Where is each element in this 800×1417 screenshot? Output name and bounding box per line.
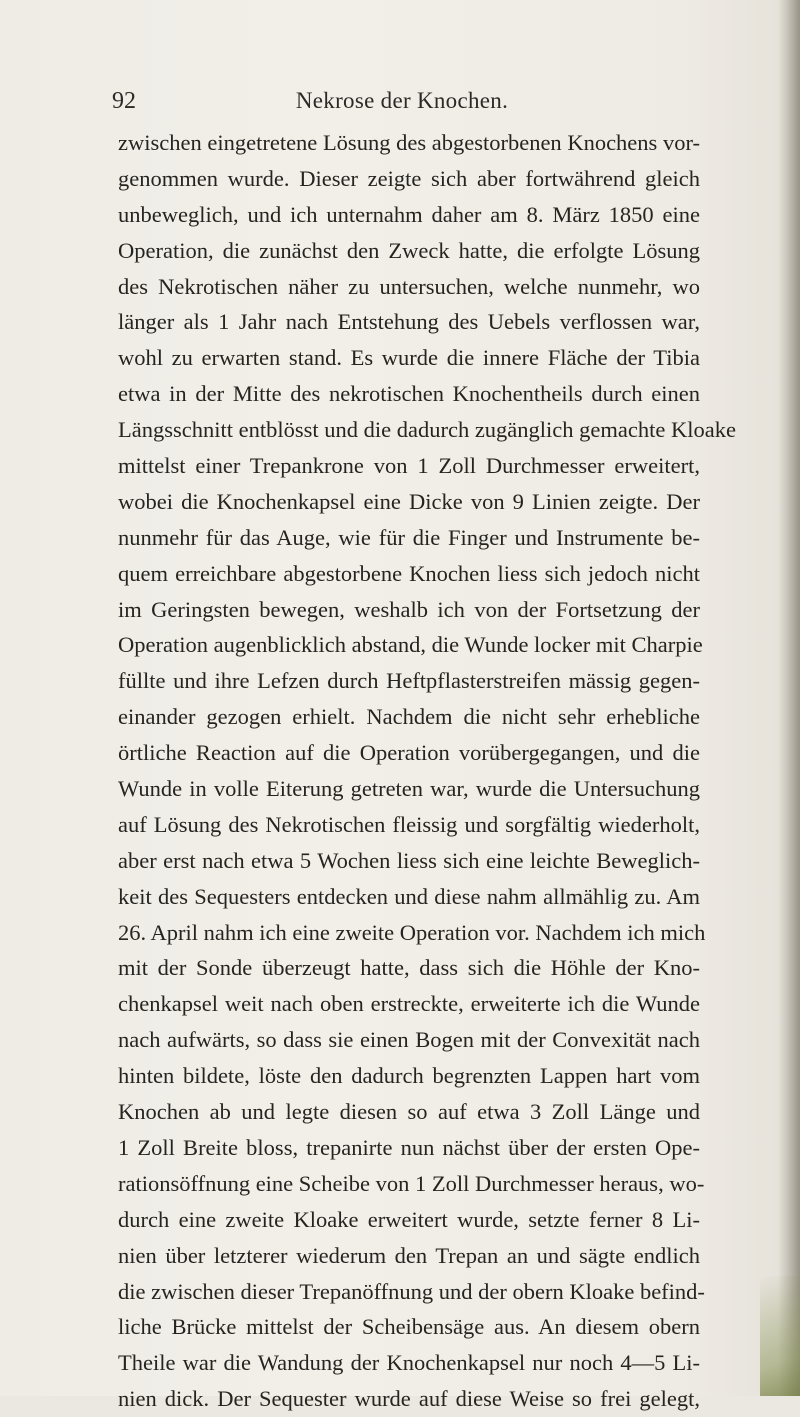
text-line: keit des Sequesters entdecken und diese nahm allmählig zu. Am <box>118 883 700 909</box>
text-line: liche Brücke mittelst der Scheibensäge aus. An diesem obern <box>118 1314 700 1340</box>
text-line: nien über letzterer wiederum den Trepan an und sägte endlich <box>118 1242 700 1268</box>
text-line: rationsöffnung eine Scheibe von 1 Zoll Durchmesser heraus, wo- <box>118 1170 705 1196</box>
text-line: aber erst nach etwa 5 Wochen liess sich eine leichte Beweglich- <box>118 847 700 873</box>
text-line: einander gezogen erhielt. Nachdem die nicht sehr erhebliche <box>118 704 700 730</box>
text-line: mittelst einer Trepankrone von 1 Zoll Durchmesser erweitert, <box>118 453 700 479</box>
text-line: nien dick. Der Sequester wurde auf diese Weise so frei gelegt, <box>118 1386 700 1412</box>
text-line: nach aufwärts, so dass sie einen Bogen mit der Convexität nach <box>118 1027 700 1053</box>
text-line: 26. April nahm ich eine zweite Operation vor. Nachdem ich mich <box>118 919 706 945</box>
page-corner-stain <box>760 1276 800 1396</box>
text-line: chenkapsel weit nach oben erstreckte, erweiterte ich die Wunde <box>118 991 700 1017</box>
text-line: Operation augenblicklich abstand, die Wunde locker mit Charpie <box>118 632 703 658</box>
text-line: mit der Sonde überzeugt hatte, dass sich die Höhle der Kno- <box>118 955 700 981</box>
text-line: Theile war die Wandung der Knochenkapsel nur noch 4—5 Li- <box>118 1350 700 1376</box>
text-line: 1 Zoll Breite bloss, trepanirte nun nächst über der ersten Ope- <box>118 1134 700 1160</box>
running-title: Nekrose der Knochen. <box>295 88 509 113</box>
text-line: Operation, die zunächst den Zweck hatte, die erfolgte Lösung <box>118 237 700 263</box>
text-line: länger als 1 Jahr nach Entstehung des Uebels verflossen war, <box>118 309 700 335</box>
page-header <box>112 88 692 122</box>
body-text <box>118 125 736 1417</box>
text-line: Wunde in volle Eiterung getreten war, wurde die Untersuchung <box>118 776 700 802</box>
text-line: durch eine zweite Kloake erweitert wurde, setzte ferner 8 Li- <box>118 1206 700 1232</box>
page-edge-shadow <box>778 0 800 1396</box>
text-line: Knochen ab und legte diesen so auf etwa 3 Zoll Länge und <box>118 1099 700 1125</box>
text-line: quem erreichbare abgestorbene Knochen liess sich jedoch nicht <box>118 560 700 586</box>
text-line: hinten bildete, löste den dadurch begrenzten Lappen hart vom <box>118 1063 700 1089</box>
text-line: des Nekrotischen näher zu untersuchen, welche nunmehr, wo <box>118 273 700 299</box>
text-line: im Geringsten bewegen, weshalb ich von der Fortsetzung der <box>118 596 700 622</box>
text-line: nunmehr für das Auge, wie für die Finger und Instrumente be- <box>118 524 700 550</box>
text-line: etwa in der Mitte des nekrotischen Knochentheils durch einen <box>118 381 700 407</box>
text-line: auf Lösung des Nekrotischen fleissig und sorgfältig wiederholt, <box>118 811 700 837</box>
page-number: 92 <box>112 88 136 114</box>
text-line: örtliche Reaction auf die Operation vorübergegangen, und die <box>118 740 700 766</box>
text-line: die zwischen dieser Trepanöffnung und der obern Kloake befind- <box>118 1278 705 1304</box>
text-line: genommen wurde. Dieser zeigte sich aber fortwährend gleich <box>118 165 700 191</box>
text-line: Längsschnitt entblösst und die dadurch zugänglich gemachte Kloake <box>118 417 736 443</box>
text-line: wobei die Knochenkapsel eine Dicke von 9 Linien zeigte. Der <box>118 488 700 514</box>
text-line: unbeweglich, und ich unternahm daher am 8. März 1850 eine <box>118 201 700 227</box>
text-line: füllte und ihre Lefzen durch Heftpflasterstreifen mässig gegen- <box>118 668 700 694</box>
text-line: wohl zu erwarten stand. Es wurde die innere Fläche der Tibia <box>118 345 700 371</box>
text-line: zwischen eingetretene Lösung des abgestorbenen Knochens vor- <box>118 130 700 155</box>
